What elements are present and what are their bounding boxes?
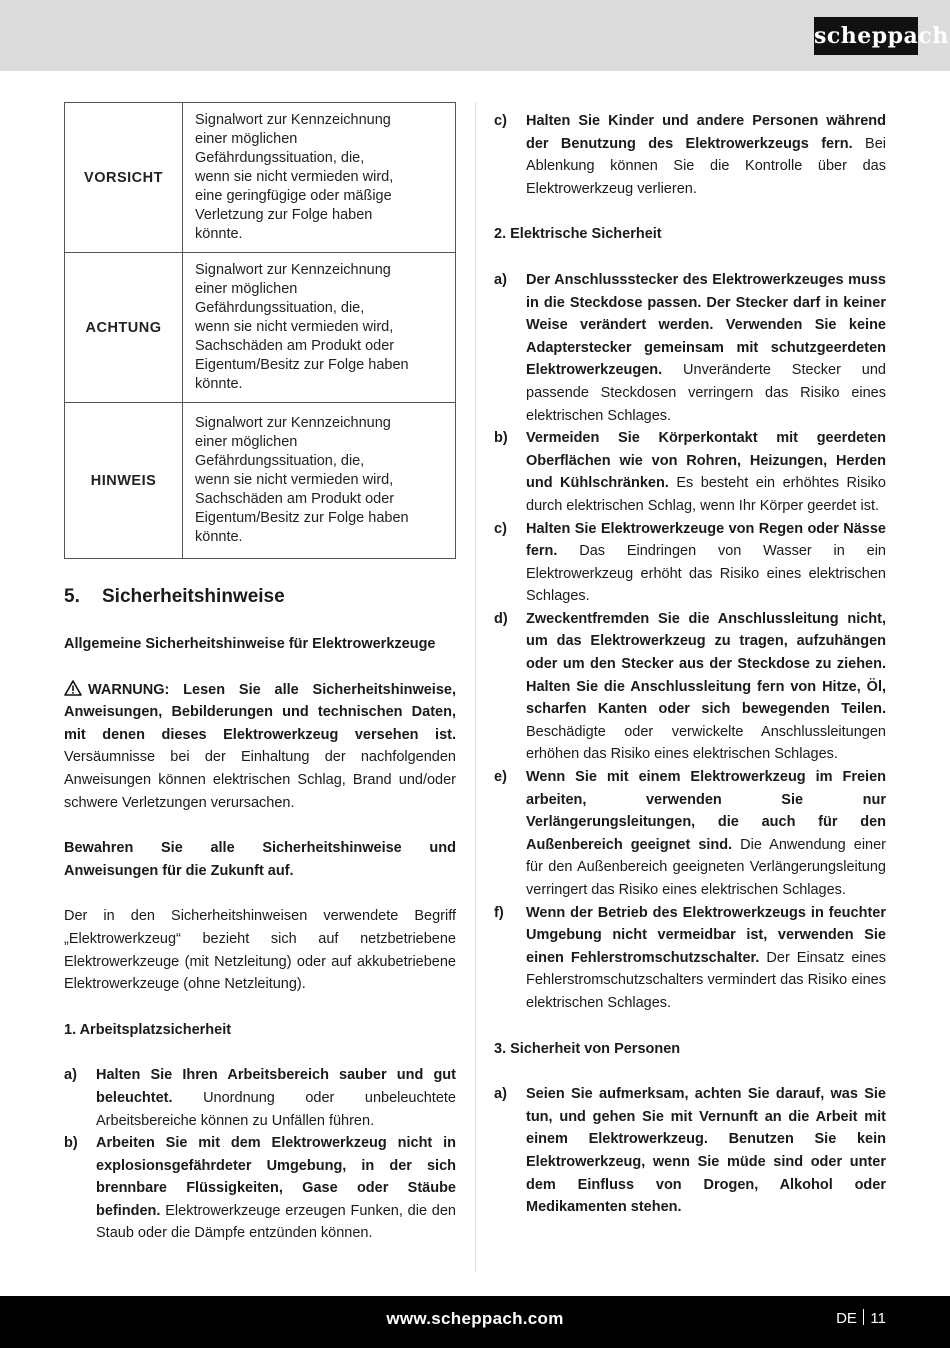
keep-instructions: Bewahren Sie alle Sicherheitshinweise und Anweisungen für die Zukunft auf. [64, 840, 456, 879]
section-heading: 5. Sicherheitshinweise [64, 586, 285, 607]
signal-description: Signalwort zur Kennzeichnung einer möglichen Gefährdungssituation, die, wenn sie nicht vermieden wird, eine geringfügige oder mäßige Verletzung zur Folge haben könnte. [183, 103, 456, 253]
warning-triangle-icon [64, 680, 82, 696]
list-item: d) Zweckentfremden Sie die Anschlussleitung nicht, um das Elektrowerkzeug zu tragen, aufzuhängen oder um den Stecker aus der Steckdose zu ziehen. Halten Sie die Anschlussleitung fern von Hitze, Öl, scharfen Kanten oder sich bewegenden Teilen. Beschädigte oder verwickelte Anschlussleitungen erhöhen das Risiko eines elektrischen Schlages. [494, 610, 886, 763]
table-row [65, 103, 456, 253]
list-item: a) Seien Sie aufmerksam, achten Sie darauf, was Sie tun, und gehen Sie mit Vernunft an die Arbeit mit einem Elektrowerkzeug. Benutzen Sie kein Elektrowerkzeug, wenn Sie müde sind oder unter dem Einfluss von Drogen, Alkohol oder Medikamenten stehen. [494, 1086, 886, 1216]
table-row [65, 253, 456, 403]
list-item: c) Halten Sie Elektrowerkzeuge von Regen oder Nässe fern. Das Eindringen von Wasser in ein Elektrowerkzeug erhöht das Risiko eines elektrischen Schlages. [494, 520, 886, 605]
page-footer [0, 1296, 950, 1348]
website-link[interactable]: www.scheppach.com [386, 1309, 564, 1328]
personal-safety-list [494, 1083, 886, 1219]
list-item: e) Wenn Sie mit einem Elektrowerkzeug im Freien arbeiten, verwenden Sie nur Verlängerungsleitungen, die auch für den Außenbereich geeignet sind. Die Anwendung einer für den Außenbereich geeigneten Verlängerungsleitung verringert das Risiko eines elektrischen Schlages. [494, 769, 886, 898]
list-item: c) Halten Sie Kinder und andere Personen während der Benutzung des Elektrowerkzeugs fern. Bei Ablenkung können Sie die Kontrolle über das Elektrowerkzeug verlieren. [494, 113, 886, 197]
general-safety-heading: Allgemeine Sicherheitshinweise für Elektrowerkzeuge [64, 636, 436, 652]
subsection-heading: 3. Sicherheit von Personen [494, 1040, 681, 1057]
list-item: a) Halten Sie Ihren Arbeitsbereich sauber und gut beleuchtet. Unordnung oder unbeleuchtete Arbeitsbereiche können zu Unfällen führen. [64, 1067, 456, 1129]
left-column [64, 102, 456, 1245]
subsection-heading: 2. Elektrische Sicherheit [494, 226, 662, 243]
workplace-safety-list [64, 1064, 456, 1245]
scheppach-logo: scheppach [814, 17, 918, 55]
signal-word: ACHTUNG [65, 253, 183, 403]
list-item: b) Arbeiten Sie mit dem Elektrowerkzeug nicht in explosionsgefährdeter Umgebung, in der sich brennbare Flüssigkeiten, Gase oder Stäube befinden. Elektrowerkzeuge erzeugen Funken, die den Staub oder die Dämpfe entzünden können. [64, 1135, 456, 1242]
right-column [494, 110, 886, 1219]
signal-word: VORSICHT [65, 103, 183, 253]
list-item: a) Der Anschlussstecker des Elektrowerkzeuges muss in die Steckdose passen. Der Stecker darf in keiner Weise verändert werden. Verwenden Sie keine Adapterstecker gemeinsam mit schutzgeerdeten Elektrowerkzeugen. Unveränderte Stecker und passende Steckdosen verringern das Risiko eines elektrischen Schlages. [494, 271, 886, 424]
list-item: b) Vermeiden Sie Körperkontakt mit geerdeten Oberflächen wie von Rohren, Heizungen, Herden und Kühlschränken. Es besteht ein erhöhtes Risiko durch elektrischen Schlag, wenn Ihr Körper geerdet ist. [494, 430, 886, 514]
term-definition: Der in den Sicherheitshinweisen verwendete Begriff „Elektrowerkzeug“ bezieht sich auf netzbetriebene Elektrowerkzeuge (mit Netzleitung) oder auf akkubetriebene Elektrowerkzeuge (ohne Netzleitung). [64, 908, 456, 993]
signal-description: Signalwort zur Kennzeichnung einer möglichen Gefährdungssituation, die, wenn sie nicht vermieden wird, Sachschäden am Produkt oder Eigentum/Besitz zur Folge haben könnte. [183, 253, 456, 403]
signal-word-table [64, 102, 456, 559]
page-indicator: DE 11 [836, 1310, 886, 1327]
signal-description: Signalwort zur Kennzeichnung einer möglichen Gefährdungssituation, die, wenn sie nicht vermieden wird, Sachschäden am Produkt oder Eigentum/Besitz zur Folge haben könnte. [183, 403, 456, 559]
page-header [0, 0, 950, 71]
electrical-safety-list [494, 269, 886, 1015]
column-divider [475, 102, 476, 1272]
subsection-heading: 1. Arbeitsplatzsicherheit [64, 1021, 232, 1038]
signal-word: HINWEIS [65, 403, 183, 559]
list-item: f) Wenn der Betrieb des Elektrowerkzeugs in feuchter Umgebung nicht vermeidbar ist, verwenden Sie einen Fehlerstromschutzschalter. Der Einsatz eines Fehlerstromschutzschalters vermindert das Risiko eines elektrischen Schlages. [494, 904, 886, 1011]
warning-paragraph: WARNUNG: Lesen Sie alle Sicherheitshinweise, Anweisungen, Bebilderungen und technischen Daten, mit denen dieses Elektrowerkzeug versehen ist. Versäumnisse bei der Einhaltung der nachfolgenden Anweisungen können elektrischen Schlag, Brand und/oder schwere Verletzungen verursachen. [64, 681, 456, 811]
table-row [65, 403, 456, 559]
